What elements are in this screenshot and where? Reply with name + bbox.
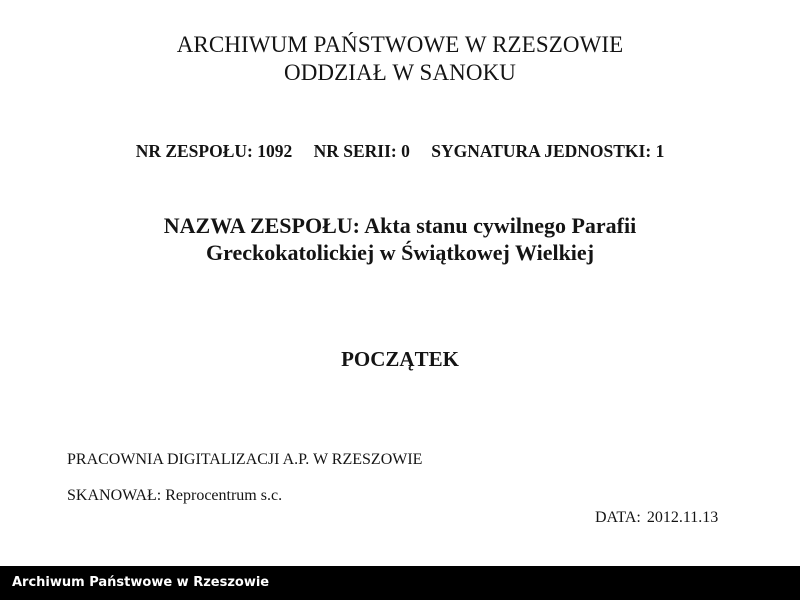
scan-date (595, 508, 718, 528)
series-number: 0 (401, 141, 410, 161)
collection-name (0, 212, 800, 266)
unit-signature: 1 (655, 141, 665, 161)
identifiers-line (0, 139, 800, 163)
series-number-label: NR SERII: (313, 141, 397, 161)
scan-date-label: DATA: (595, 509, 641, 526)
scan-date-value: 2012.11.13 (646, 509, 719, 526)
archive-heading (0, 31, 800, 87)
collection-name-line2: Greckokatolickiej w Świątkowej Wielkiej (205, 240, 595, 265)
collection-name-line1: Akta stanu cywilnego Parafii (364, 213, 637, 238)
scanned-by-label: SKANOWAŁ: (67, 487, 162, 504)
footer-bar (0, 566, 800, 600)
start-marker: POCZĄTEK (341, 347, 459, 371)
scanned-by-value: Reprocentrum s.c. (165, 487, 283, 504)
scanned-by (67, 486, 282, 506)
unit-signature-label: SYGNATURA JEDNOSTKI: (431, 141, 652, 161)
archive-name: ARCHIWUM PAŃSTWOWE W RZESZOWIE (176, 32, 624, 57)
archive-branch: ODDZIAŁ W SANOKU (283, 60, 516, 85)
digitization-lab: PRACOWNIA DIGITALIZACJI A.P. W RZESZOWIE (67, 451, 423, 468)
collection-number: 1092 (257, 141, 293, 161)
collection-name-label: NAZWA ZESPOŁU: (163, 213, 360, 238)
collection-number-label: NR ZESPOŁU: (135, 141, 253, 161)
footer-archive-label: Archiwum Państwowe w Rzeszowie (12, 575, 270, 590)
